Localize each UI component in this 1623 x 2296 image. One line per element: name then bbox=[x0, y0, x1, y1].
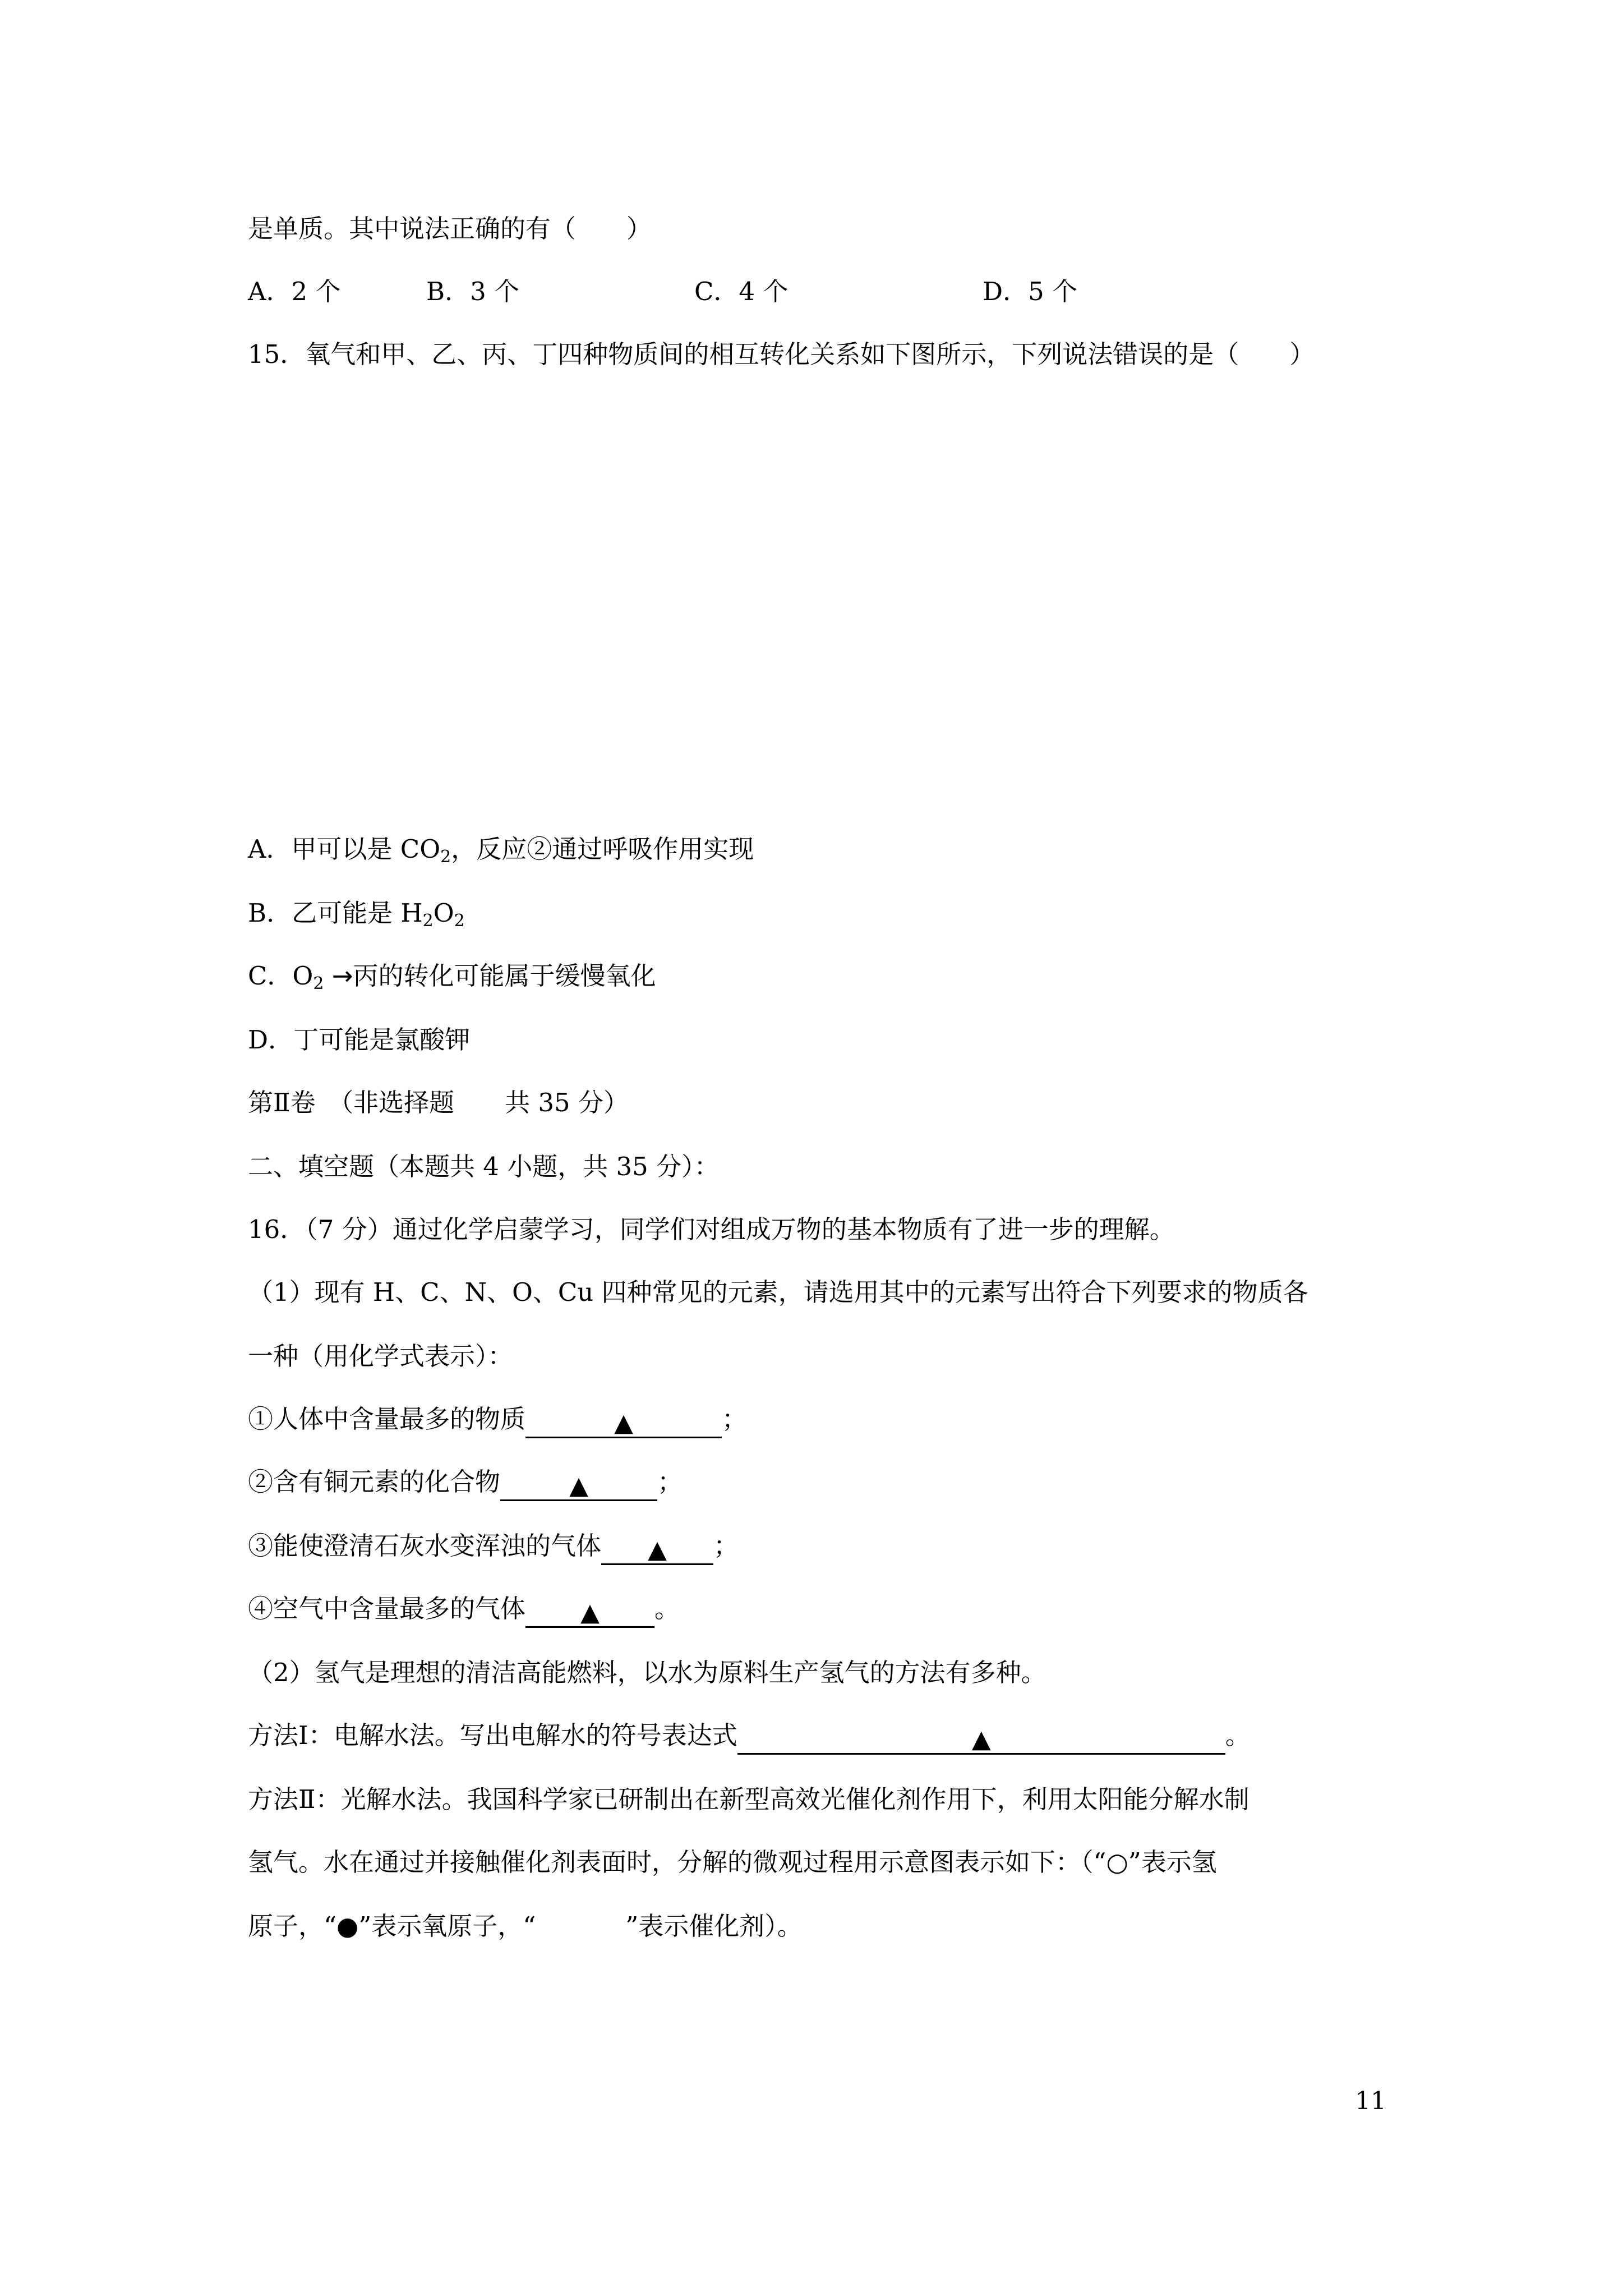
q16-method2-line2: 氢气。水在通过并接触催化剂表面时，分解的微观过程用示意图表示如下：（“○”表示氢 bbox=[248, 1847, 1217, 1877]
answer-blank[interactable] bbox=[737, 1725, 1225, 1755]
arrow-icon: → bbox=[324, 961, 353, 991]
triangle-icon: ▲ bbox=[580, 1598, 600, 1627]
q15-option-c-text: C．O bbox=[248, 961, 313, 991]
page-number: 11 bbox=[1355, 2087, 1386, 2115]
q14-option-b: B．3 个 bbox=[426, 277, 520, 306]
punctuation: ； bbox=[713, 1531, 739, 1561]
q16-method2-line3-b: ”表示催化剂）。 bbox=[625, 1911, 803, 1941]
q15-option-a-rest: ，反应②通过呼吸作用实现 bbox=[451, 834, 754, 864]
triangle-icon: ▲ bbox=[648, 1535, 667, 1564]
q16-item2 bbox=[248, 1466, 683, 1501]
q16-stem: 16．（7 分）通过化学启蒙学习，同学们对组成万物的基本物质有了进一步的理解。 bbox=[248, 1214, 1175, 1244]
q15-option-b-o: O bbox=[433, 898, 454, 928]
answer-blank[interactable] bbox=[601, 1535, 713, 1565]
triangle-icon: ▲ bbox=[614, 1409, 633, 1437]
q15-option-d: D．丁可能是氯酸钾 bbox=[248, 1025, 471, 1055]
q16-method2-line3-a: 原子，“●”表示氧原子，“ bbox=[248, 1911, 536, 1941]
q16-method2-line3 bbox=[248, 1911, 803, 1942]
q15-option-c-rest: 丙的转化可能属于缓慢氧化 bbox=[353, 961, 656, 991]
punctuation: 。 bbox=[1225, 1720, 1251, 1750]
subscript: 2 bbox=[440, 847, 451, 867]
q15-option-b-text: B．乙可能是 H bbox=[248, 898, 423, 928]
q14-option-a: A．2 个 bbox=[248, 277, 341, 306]
punctuation: ； bbox=[722, 1404, 748, 1434]
q16-part1-line1: （1）现有 H、C、N、O、Cu 四种常见的元素，请选用其中的元素写出符合下列要求的物质各 bbox=[248, 1277, 1308, 1307]
subscript: 2 bbox=[454, 911, 465, 931]
q15-option-c bbox=[248, 960, 656, 992]
q16-item2-label: ②含有铜元素的化合物 bbox=[248, 1467, 501, 1497]
q16-part2: （2）氢气是理想的清洁高能燃料，以水为原料生产氢气的方法有多种。 bbox=[248, 1658, 1046, 1687]
triangle-icon: ▲ bbox=[971, 1725, 991, 1754]
q16-method1-label: 方法Ⅰ：电解水法。写出电解水的符号表达式 bbox=[248, 1720, 737, 1750]
q15-option-a-text: A．甲可以是 CO bbox=[248, 834, 441, 864]
q16-part1-line2: 一种（用化学式表示）： bbox=[248, 1341, 513, 1371]
q16-method2-line1: 方法Ⅱ：光解水法。我国科学家已研制出在新型高效光催化剂作用下，利用太阳能分解水制 bbox=[248, 1784, 1249, 1814]
answer-blank[interactable] bbox=[525, 1409, 722, 1438]
triangle-icon: ▲ bbox=[569, 1471, 588, 1500]
subscript: 2 bbox=[313, 974, 324, 993]
q14-option-d: D．5 个 bbox=[983, 277, 1078, 306]
q15-option-b bbox=[248, 898, 465, 929]
q14-option-c: C．4 个 bbox=[694, 277, 789, 306]
q16-item3-label: ③能使澄清石灰水变浑浊的气体 bbox=[248, 1531, 602, 1561]
q16-item4-label: ④空气中含量最多的气体 bbox=[248, 1594, 526, 1623]
q16-item1 bbox=[248, 1404, 747, 1438]
q15-option-a bbox=[248, 834, 754, 865]
q16-method1 bbox=[248, 1720, 1251, 1755]
part2-section-heading: 二、填空题（本题共 4 小题，共 35 分）： bbox=[248, 1152, 720, 1181]
punctuation: 。 bbox=[654, 1594, 680, 1623]
subscript: 2 bbox=[422, 911, 434, 931]
q16-item1-label: ①人体中含量最多的物质 bbox=[248, 1404, 526, 1434]
part2-title: 第Ⅱ卷 （非选择题 共 35 分） bbox=[248, 1088, 629, 1117]
q16-item3 bbox=[248, 1530, 739, 1565]
punctuation: ； bbox=[657, 1467, 683, 1497]
q16-item4 bbox=[248, 1593, 680, 1628]
q15-stem: 15．氧气和甲、乙、丙、丁四种物质间的相互转化关系如下图所示，下列说法错误的是（ ） bbox=[248, 339, 1315, 369]
answer-blank[interactable] bbox=[525, 1598, 654, 1628]
q14-tail: 是单质。其中说法正确的有（ ） bbox=[248, 214, 652, 243]
answer-blank[interactable] bbox=[500, 1471, 657, 1501]
